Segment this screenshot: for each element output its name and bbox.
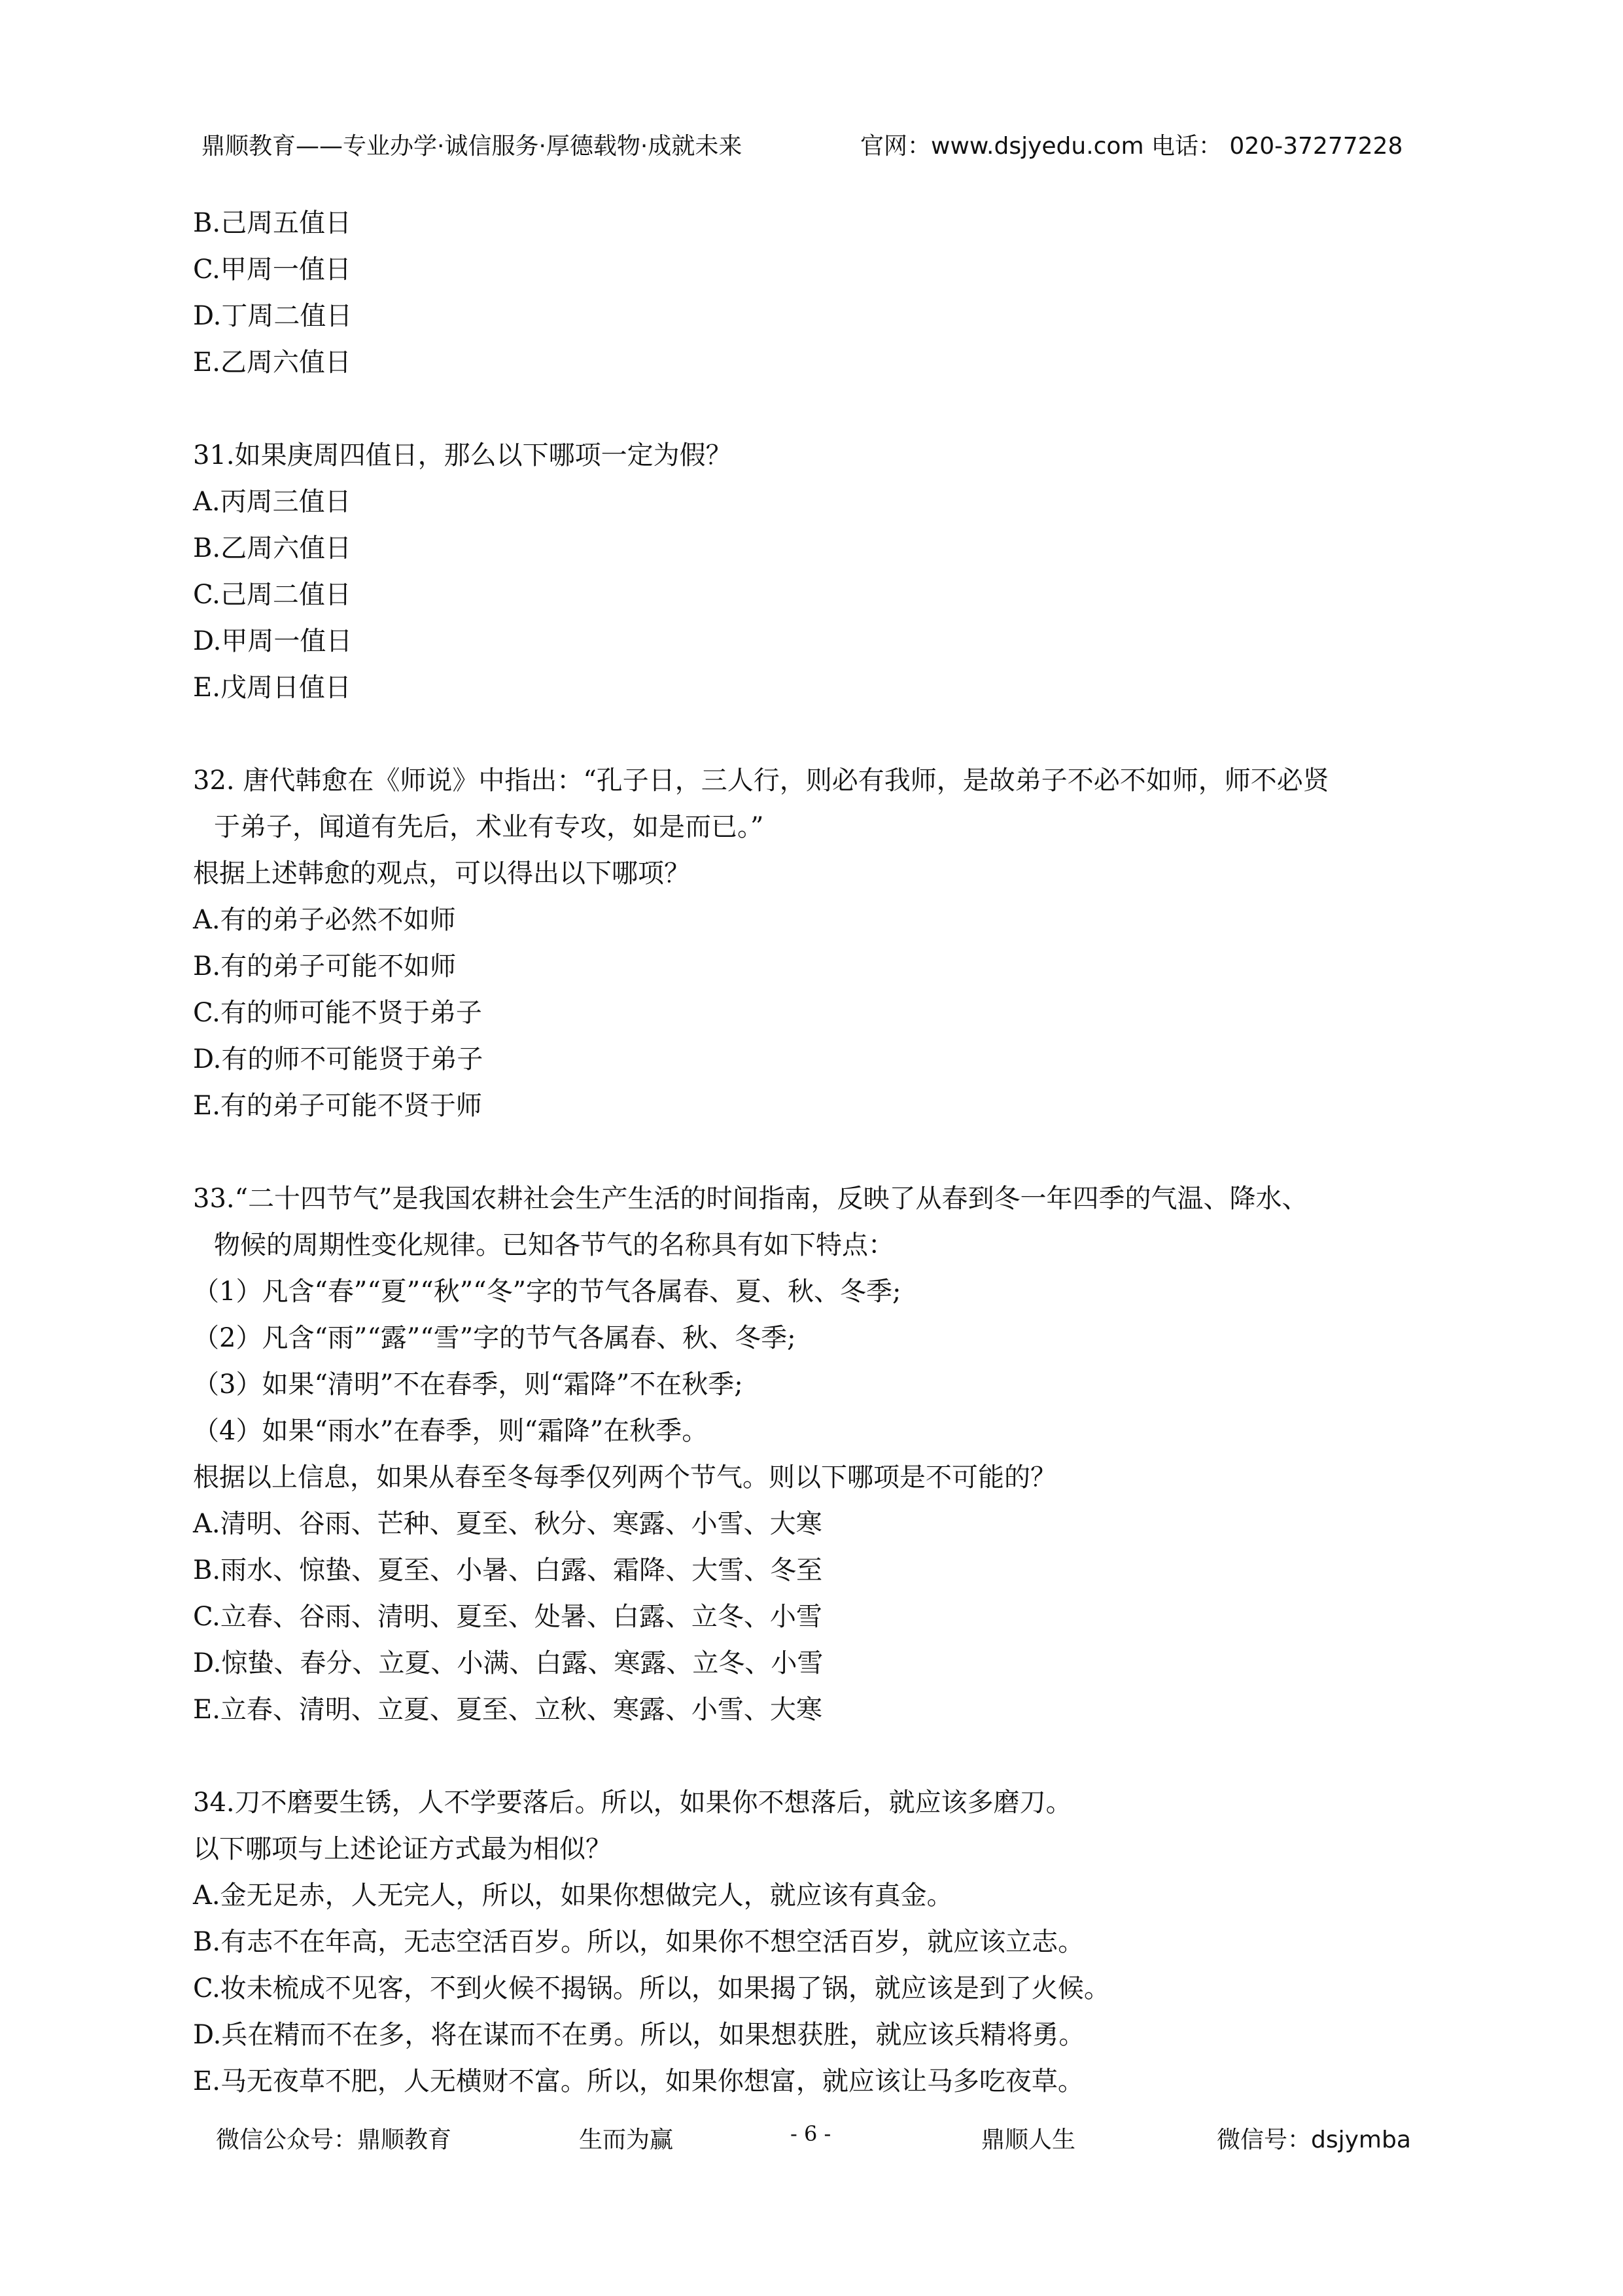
footer-brand: 鼎顺人生 (981, 2127, 1076, 2153)
q32-option-d: D.有的师不可能贤于弟子 (193, 1044, 483, 1074)
q33-option-d: D.惊蛰、春分、立夏、小满、白露、寒露、立冬、小雪 (193, 1648, 824, 1678)
q34-option-b: B.有志不在年高，无志空活百岁。所以，如果你不想空活百岁，就应该立志。 (193, 1927, 1085, 1957)
q34-option-a: A.金无足赤，人无完人，所以，如果你想做完人，就应该有真金。 (193, 1881, 953, 1911)
q32-stem-line2: 于弟子，闻道有先后，术业有专攻，如是而已。” (214, 812, 764, 842)
q31-option-c: C.己周二值日 (193, 580, 351, 610)
q33-condition-1: （1）凡含“春”“夏”“秋”“冬”字的节气各属春、夏、秋、冬季; (193, 1277, 901, 1307)
q31-option-d: D.甲周一值日 (193, 626, 353, 656)
q34-option-d: D.兵在精而不在多，将在谋而不在勇。所以，如果想获胜，就应该兵精将勇。 (193, 2020, 1085, 2050)
q33-option-c: C.立春、谷雨、清明、夏至、处暑、白露、立冬、小雪 (193, 1602, 822, 1632)
q33-stem-line2: 物候的周期性变化规律。已知各节气的名称具有如下特点： (214, 1230, 894, 1260)
q30-option-c: C.甲周一值日 (193, 255, 351, 285)
q33-option-b: B.雨水、惊蛰、夏至、小暑、白露、霜降、大雪、冬至 (193, 1555, 823, 1585)
q30-option-b: B.己周五值日 (193, 208, 352, 238)
q32-stem-line1: 32. 唐代韩愈在《师说》中指出：“孔子日，三人行，则必有我师，是故弟子不必不如师，师不必贤 (193, 766, 1329, 796)
q33-question: 根据以上信息，如果从春至冬每季仅列两个节气。则以下哪项是不可能的？ (193, 1462, 1056, 1492)
q30-option-e: E.乙周六值日 (193, 347, 351, 378)
q32-option-b: B.有的弟子可能不如师 (193, 951, 457, 981)
q33-option-e: E.立春、清明、立夏、夏至、立秋、寒露、小雪、大寒 (193, 1695, 822, 1725)
footer-slogan: 生而为赢 (579, 2127, 674, 2153)
q32-option-c: C.有的师可能不贤于弟子 (193, 998, 482, 1028)
q30-option-d: D.丁周二值日 (193, 301, 353, 331)
page-footer (0, 2121, 1623, 2161)
page-number: - 6 - (790, 2121, 831, 2146)
q33-condition-4: （4）如果“雨水”在春季，则“霜降”在秋季。 (193, 1416, 708, 1446)
q34-question: 以下哪项与上述论证方式最为相似？ (193, 1834, 612, 1864)
exam-content (193, 200, 1442, 2105)
q32-option-a: A.有的弟子必然不如师 (193, 905, 456, 935)
q34-option-c: C.妆未梳成不见客，不到火候不揭锅。所以，如果揭了锅，就应该是到了火候。 (193, 1973, 1110, 2004)
q32-option-e: E.有的弟子可能不贤于师 (193, 1091, 482, 1121)
q31-option-b: B.乙周六值日 (193, 533, 352, 563)
q34-option-e: E.马无夜草不肥，人无横财不富。所以，如果你想富，就应该让马多吃夜草。 (193, 2066, 1084, 2096)
q31-option-e: E.戊周日值日 (193, 673, 351, 703)
q34-stem: 34.刀不磨要生锈，人不学要落后。所以，如果你不想落后，就应该多磨刀。 (193, 1788, 1072, 1818)
footer-wechat-official: 微信公众号：鼎顺教育 (216, 2127, 452, 2153)
q33-stem-line1: 33.“二十四节气”是我国农耕社会生产生活的时间指南，反映了从春到冬一年四季的气温、降水、 (193, 1184, 1308, 1214)
page-header (0, 128, 1623, 167)
q32-question: 根据上述韩愈的观点，可以得出以下哪项？ (193, 858, 690, 889)
q31-stem: 31.如果庚周四值日，那么以下哪项一定为假？ (193, 440, 732, 470)
footer-wechat-id: 微信号：dsjymba (1217, 2127, 1411, 2153)
header-contact: 官网：www.dsjyedu.com 电话： 020-37277228 (860, 133, 1403, 160)
q31-option-a: A.丙周三值日 (193, 487, 351, 517)
q33-condition-2: （2）凡含“雨”“露”“雪”字的节气各属春、秋、冬季; (193, 1323, 796, 1353)
q33-option-a: A.清明、谷雨、芒种、夏至、秋分、寒露、小雪、大寒 (193, 1509, 822, 1539)
q33-condition-3: （3）如果“清明”不在春季，则“霜降”不在秋季; (193, 1369, 743, 1400)
header-slogan: 鼎顺教育——专业办学·诚信服务·厚德载物·成就未来 (201, 133, 742, 160)
